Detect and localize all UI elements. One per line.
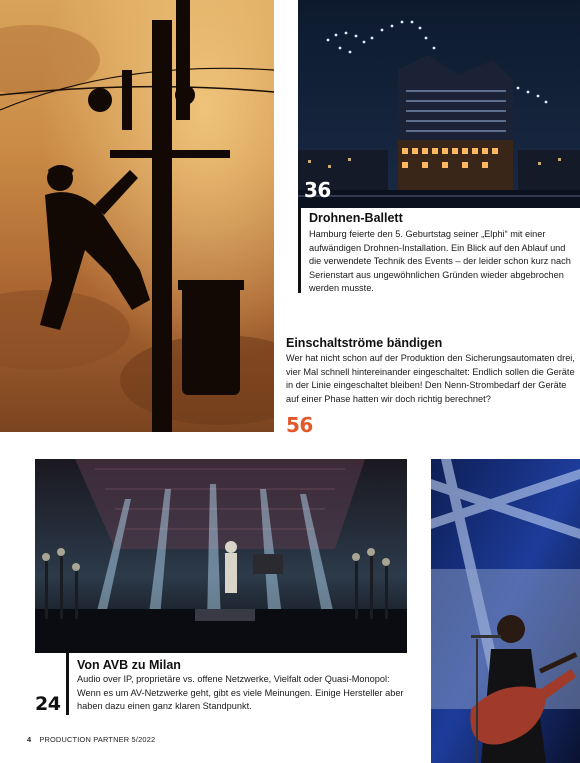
article-teaser: Wer hat nicht schon auf der Produktion den Sicherungsautomaten drei, vier Mal schnell hintereinander eingeschaltet: Endlich sollen die Geräte in der Linie eingeschaltet bleiben! Den Nenn-Strombedarf der Geräte auf einer Phase hatten wir doch richtig berechnet? bbox=[286, 353, 575, 404]
article-title: Drohnen-Ballett bbox=[309, 211, 403, 225]
article-teaser: Hamburg feierte den 5. Geburtstag seiner „Elphi“ mit einer aufwändigen Drohnen-Installation. Ein Blick auf den Ablauf und die verwendete Technik des Events – der leider schon kurz nach Serienstart aus ungewöhnlichen Gründen wieder abgebrochen werden musste. bbox=[309, 229, 571, 294]
article-page-number: 36 bbox=[304, 178, 331, 202]
article-page-number: 24 bbox=[35, 693, 61, 715]
lineman-sunset-photo bbox=[0, 0, 274, 432]
publication-name: PRODUCTION PARTNER 5/2022 bbox=[39, 735, 156, 744]
concert-stage-photo bbox=[35, 459, 407, 653]
page-number: 4 bbox=[27, 735, 32, 744]
guitarist-photo bbox=[431, 459, 580, 763]
drone-show-photo bbox=[298, 0, 580, 208]
article-divider bbox=[66, 653, 69, 715]
article-teaser: Audio over IP, proprietäre vs. offene Netzwerke, Vielfalt oder Quasi-Monopol: Wenn es um AV-Netzwerke geht, gibt es viele Meinungen. Einige Hersteller aber haben dazu einen ganz klaren Standpunkt. bbox=[77, 674, 404, 712]
article-divider bbox=[298, 208, 301, 293]
article-title: Einschaltströme bändigen bbox=[286, 336, 443, 350]
page-footer bbox=[27, 735, 155, 744]
article-page-number: 56 bbox=[286, 413, 313, 437]
article-title: Von AVB zu Milan bbox=[77, 658, 181, 672]
